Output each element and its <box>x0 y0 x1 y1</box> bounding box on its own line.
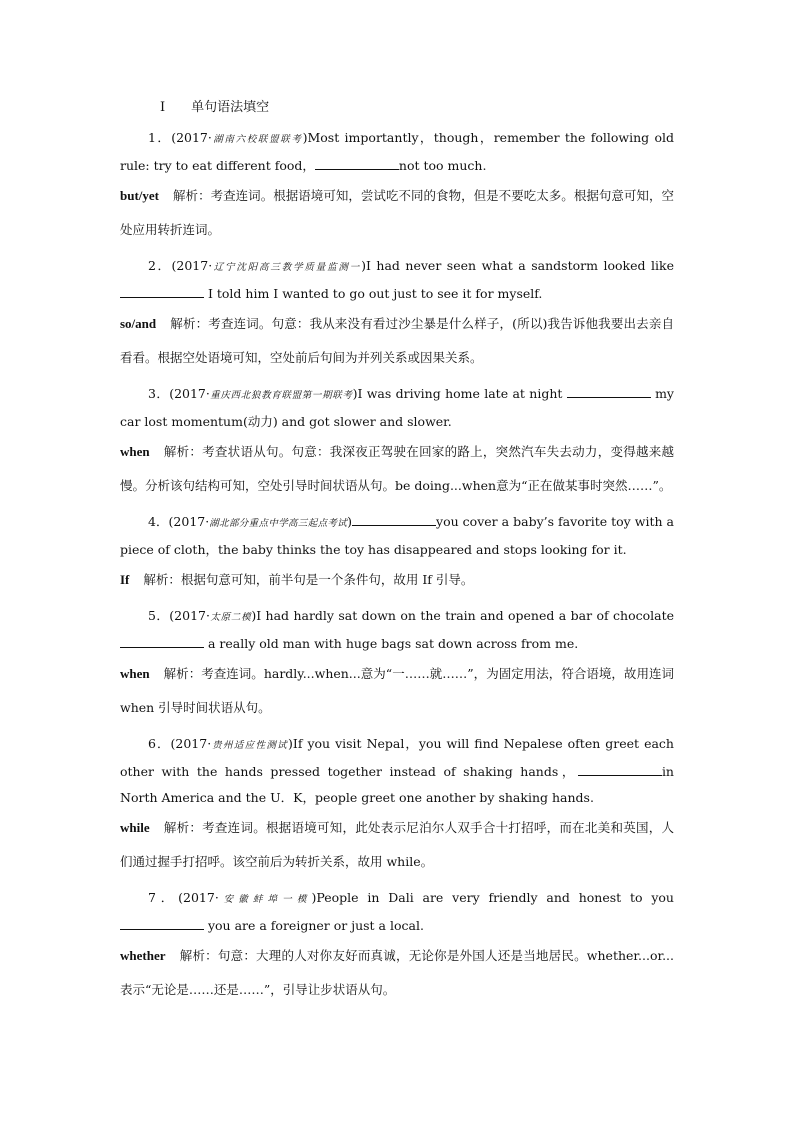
question-item <box>120 509 674 597</box>
question-text-before: ) <box>347 514 353 529</box>
explanation-text: 解析：考查连词。句意：我从来没有看过沙尘暴是什么样子，(所以)我告诉他我要出去亲自看看。根据空处语境可知，空处前后句间为并列关系或因果关系。 <box>120 316 674 365</box>
answer-key: when <box>120 666 150 681</box>
question-text <box>120 731 674 811</box>
answer-key: If <box>120 572 130 587</box>
question-item <box>120 885 674 1007</box>
question-text <box>120 381 674 435</box>
explanation-text: 解析：考查连词。根据语境可知，此处表示尼泊尔人双手合十打招呼，而在北美和英国，人们通过握手打招呼。该空前后为转折关系，故用 while。 <box>120 820 674 869</box>
explanation-text: 解析：根据句意可知，前半句是一个条件句，故用 If 引导。 <box>143 572 474 587</box>
question-item <box>120 253 674 375</box>
question-text <box>120 885 674 939</box>
question-text-before: )Most importantly，though，remember the following old rule: try to eat different food， <box>120 130 674 173</box>
answer-key: but/yet <box>120 188 159 203</box>
question-text <box>120 509 674 563</box>
answer-blank[interactable] <box>352 512 436 526</box>
question-list <box>120 125 674 1007</box>
answer-key: so/and <box>120 316 157 331</box>
answer-blank[interactable] <box>120 916 204 930</box>
question-text-before: )People in Dali are very friendly and honest to you <box>311 890 674 905</box>
question-number: 1．(2017· <box>148 130 212 145</box>
answer-line <box>120 563 674 597</box>
question-source: 湖北部分重点中学高三起点考试 <box>209 518 348 529</box>
question-source: 辽宁沈阳高三教学质量监测一 <box>212 262 362 273</box>
question-text-after: not too much. <box>398 158 487 173</box>
question-text-before: )I had never seen what a sandstorm looked like <box>361 258 674 273</box>
question-number: 7．(2017· <box>148 890 219 905</box>
question-number: 5．(2017· <box>148 608 210 623</box>
answer-line <box>120 657 674 725</box>
question-number: 4．(2017· <box>148 514 210 529</box>
question-item <box>120 125 674 247</box>
section-heading <box>160 96 674 115</box>
question-text-after: I told him I wanted to go out just to see it for myself. <box>204 286 543 301</box>
answer-blank[interactable] <box>578 762 662 776</box>
question-text-after: you cover a baby’s favorite toy with a piece of cloth，the baby thinks the toy has disappeared and stops looking for it. <box>120 514 675 557</box>
answer-line <box>120 179 674 247</box>
explanation-text: 解析：考查状语从句。句意：我深夜正驾驶在回家的路上，突然汽车失去动力，变得越来越慢。分析该句结构可知，空处引导时间状语从句。be doing...when意为“正在做某事时突然……”。 <box>120 444 674 493</box>
question-text-before: )I was driving home late at night <box>352 386 567 401</box>
question-text-after: you are a foreigner or just a local. <box>204 918 424 933</box>
question-source: 安徽蚌埠一模 <box>218 894 312 905</box>
question-number: 6．(2017· <box>148 736 212 751</box>
question-source: 湖南六校联盟联考 <box>211 134 303 145</box>
question-item <box>120 381 674 503</box>
question-text-after: a really old man with huge bags sat down across from me. <box>204 636 579 651</box>
explanation-text: 解析：考查连词。根据语境可知，尝试吃不同的食物，但是不要吃太多。根据句意可知，空处应用转折连词。 <box>120 188 674 237</box>
explanation-text: 解析：考查连词。hardly...when...意为“一……就……”，为固定用法，符合语境，故用连词 when 引导时间状语从句。 <box>120 666 674 715</box>
question-number: 3．(2017· <box>148 386 210 401</box>
answer-blank[interactable] <box>315 156 399 170</box>
question-number: 2．(2017· <box>148 258 213 273</box>
question-text-before: )If you visit Nepal，you will find Nepalese often greet each other with the hands pressed together instead of shaking hands， <box>120 736 674 779</box>
answer-line <box>120 435 674 503</box>
answer-line <box>120 307 674 375</box>
question-text <box>120 125 674 179</box>
answer-key: while <box>120 820 150 835</box>
question-text-before: )I had hardly sat down on the train and opened a bar of chocolate <box>251 608 674 623</box>
answer-blank[interactable] <box>120 634 204 648</box>
answer-blank[interactable] <box>120 284 204 298</box>
question-text-after: in North America and the U．K，people greet one another by shaking hands. <box>120 764 674 805</box>
answer-line <box>120 811 674 879</box>
question-item <box>120 731 674 879</box>
section-title: 单句语法填空 <box>191 100 270 115</box>
question-text <box>120 253 674 307</box>
explanation-text: 解析：句意：大理的人对你友好而真诚，无论你是外国人还是当地居民。whether...or...表示“无论是……还是……”，引导让步状语从句。 <box>120 948 674 997</box>
answer-line <box>120 939 674 1007</box>
question-source: 太原二模 <box>209 612 252 623</box>
answer-key: when <box>120 444 150 459</box>
question-source: 贵州适应性测试 <box>211 740 288 751</box>
question-source: 重庆西北狼教育联盟第一期联考 <box>209 390 353 401</box>
question-text-after: my car lost momentum(动力) and got slower and slower. <box>120 386 674 429</box>
question-text <box>120 603 674 657</box>
answer-key: whether <box>120 948 166 963</box>
section-numeral: Ⅰ <box>160 100 166 115</box>
answer-blank[interactable] <box>567 384 651 398</box>
question-item <box>120 603 674 725</box>
